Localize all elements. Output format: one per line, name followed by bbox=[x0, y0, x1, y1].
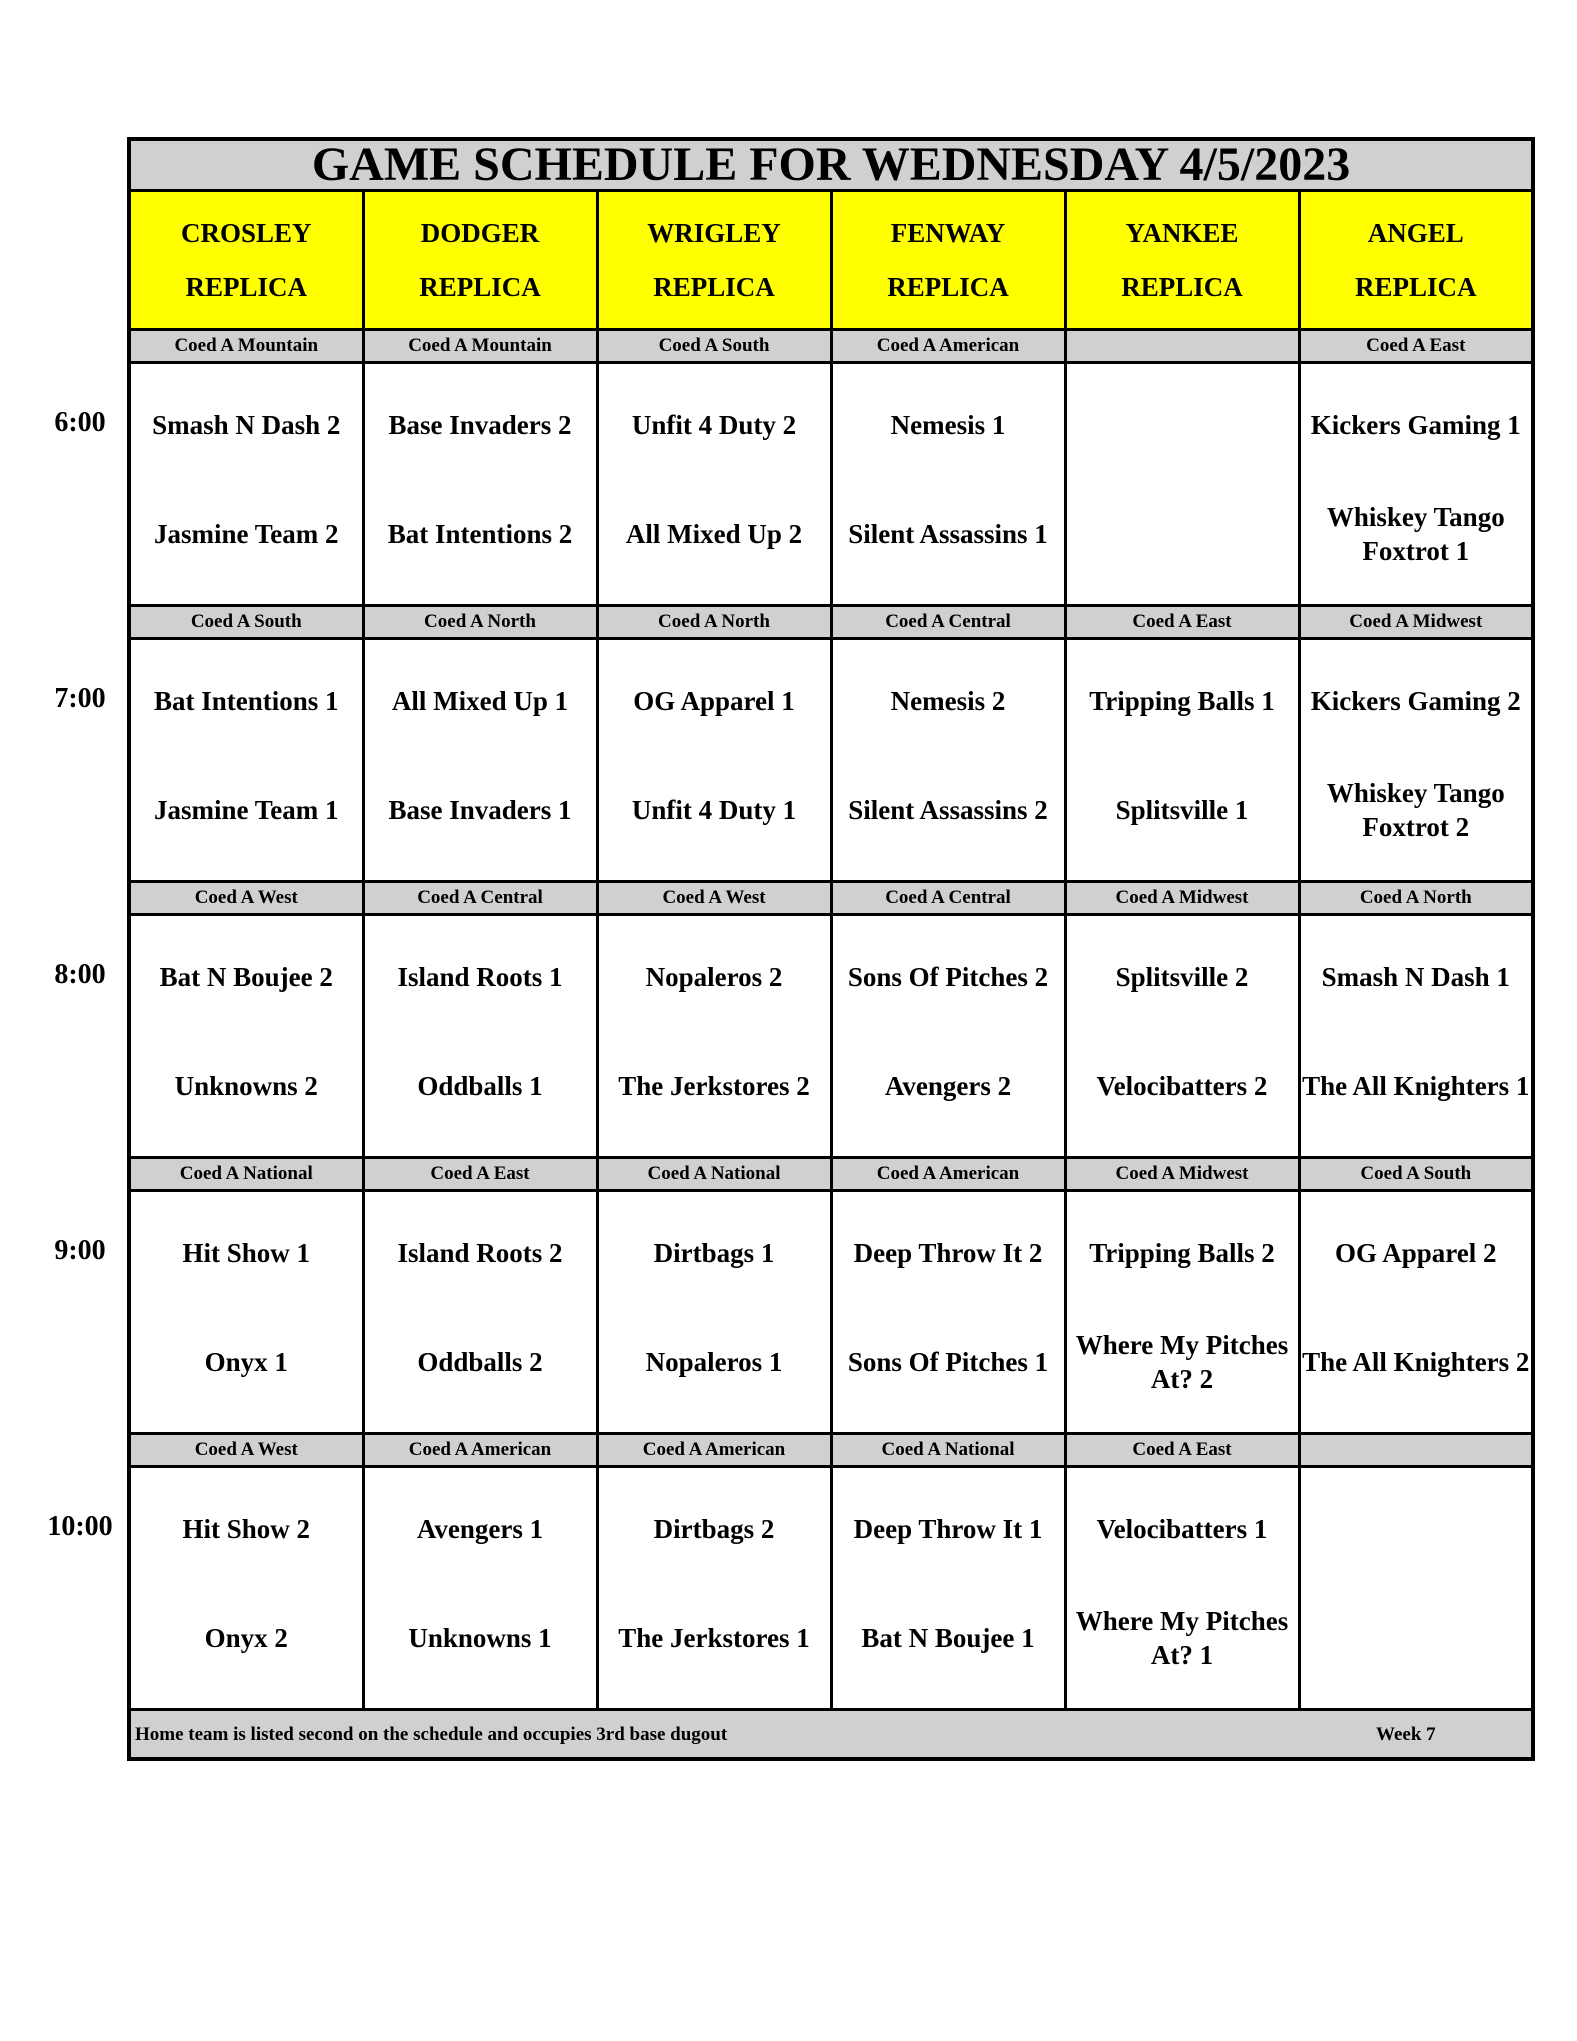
division-label: Coed A West bbox=[129, 882, 363, 915]
division-row bbox=[129, 882, 1533, 915]
time-label: 7:00 bbox=[54, 682, 106, 714]
home-team: Unknowns 1 bbox=[408, 1623, 552, 1653]
away-team: All Mixed Up 1 bbox=[391, 686, 569, 716]
home-team: Where My Pitches At? 1 bbox=[1075, 1606, 1289, 1670]
away-team: Smash N Dash 2 bbox=[152, 410, 341, 440]
division-label: Coed A Mountain bbox=[363, 330, 597, 363]
home-team: Silent Assassins 1 bbox=[848, 519, 1048, 549]
field-subtitle: REPLICA bbox=[1355, 272, 1477, 302]
game-row bbox=[129, 363, 1533, 606]
home-team-slot bbox=[1301, 500, 1532, 568]
time-label: 10:00 bbox=[47, 1510, 113, 1542]
home-team: Bat N Boujee 1 bbox=[861, 1623, 1035, 1653]
game-cell bbox=[129, 1467, 363, 1710]
field-header bbox=[1299, 191, 1533, 330]
home-team-slot bbox=[365, 1604, 596, 1672]
home-team-slot bbox=[1067, 500, 1298, 568]
away-team: Base Invaders 2 bbox=[388, 410, 572, 440]
home-team-slot bbox=[1301, 1604, 1532, 1672]
game-cell bbox=[1299, 915, 1533, 1158]
game-cell bbox=[1299, 1467, 1533, 1710]
home-team-slot bbox=[131, 1328, 362, 1396]
game-cell bbox=[1299, 1191, 1533, 1434]
home-team-slot bbox=[131, 1052, 362, 1120]
home-team-slot bbox=[833, 1604, 1064, 1672]
footer-bar bbox=[129, 1710, 1533, 1760]
division-label: Coed A North bbox=[363, 606, 597, 639]
game-cell bbox=[363, 363, 597, 606]
game-cell bbox=[1065, 915, 1299, 1158]
game-cell bbox=[129, 639, 363, 882]
home-team: The Jerkstores 2 bbox=[618, 1071, 810, 1101]
game-cell bbox=[363, 915, 597, 1158]
time-label: 9:00 bbox=[54, 1234, 106, 1266]
away-team: Dirtbags 2 bbox=[653, 1514, 775, 1544]
division-label: Coed A South bbox=[1299, 1158, 1533, 1191]
game-cell bbox=[363, 1467, 597, 1710]
field-name: ANGEL bbox=[1367, 218, 1464, 248]
division-label: Coed A Midwest bbox=[1299, 606, 1533, 639]
division-label: Coed A Midwest bbox=[1065, 882, 1299, 915]
game-cell bbox=[597, 363, 831, 606]
home-team: The All Knighters 1 bbox=[1302, 1071, 1530, 1101]
away-team: Smash N Dash 1 bbox=[1321, 962, 1510, 992]
game-cell bbox=[363, 639, 597, 882]
away-team: Island Roots 2 bbox=[397, 1238, 563, 1268]
division-label: Coed A National bbox=[129, 1158, 363, 1191]
field-name: YANKEE bbox=[1125, 218, 1239, 248]
away-team: Velocibatters 1 bbox=[1096, 1514, 1268, 1544]
home-team-slot bbox=[1067, 1052, 1298, 1120]
field-subtitle: REPLICA bbox=[419, 272, 541, 302]
home-team-slot bbox=[365, 1328, 596, 1396]
home-team-slot bbox=[1067, 1604, 1298, 1672]
home-team: Onyx 1 bbox=[204, 1347, 288, 1377]
time-label: 8:00 bbox=[54, 958, 106, 990]
home-team-slot bbox=[1301, 1328, 1532, 1396]
game-row bbox=[129, 915, 1533, 1158]
home-team-slot bbox=[599, 1052, 830, 1120]
home-team: All Mixed Up 2 bbox=[625, 519, 803, 549]
division-row bbox=[129, 1434, 1533, 1467]
home-team-slot bbox=[365, 776, 596, 844]
game-cell bbox=[1065, 639, 1299, 882]
division-label: Coed A American bbox=[597, 1434, 831, 1467]
division-label: Coed A South bbox=[129, 606, 363, 639]
field-subtitle: REPLICA bbox=[185, 272, 307, 302]
field-header bbox=[831, 191, 1065, 330]
away-team: Deep Throw It 1 bbox=[853, 1514, 1043, 1544]
away-team: OG Apparel 2 bbox=[1335, 1238, 1497, 1268]
home-team-slot bbox=[1301, 1052, 1532, 1120]
field-name: CROSLEY bbox=[180, 218, 312, 248]
away-team: Avengers 1 bbox=[416, 1514, 544, 1544]
home-team-slot bbox=[1067, 776, 1298, 844]
away-team: Dirtbags 1 bbox=[653, 1238, 775, 1268]
game-cell bbox=[1065, 1191, 1299, 1434]
division-label: Coed A Central bbox=[831, 882, 1065, 915]
game-cell bbox=[831, 363, 1065, 606]
division-label: Coed A West bbox=[597, 882, 831, 915]
home-team-slot bbox=[365, 1052, 596, 1120]
game-cell bbox=[831, 639, 1065, 882]
away-team: Tripping Balls 1 bbox=[1089, 686, 1275, 716]
division-label: Coed A American bbox=[363, 1434, 597, 1467]
home-team-slot bbox=[131, 776, 362, 844]
division-label bbox=[1299, 1434, 1533, 1467]
home-team: Onyx 2 bbox=[204, 1623, 288, 1653]
footer-note: Home team is listed second on the schedule and occupies 3rd base dugout bbox=[135, 1724, 728, 1745]
division-label: Coed A Midwest bbox=[1065, 1158, 1299, 1191]
field-subtitle: REPLICA bbox=[653, 272, 775, 302]
home-team: Avengers 2 bbox=[884, 1071, 1012, 1101]
division-label: Coed A East bbox=[1299, 330, 1533, 363]
home-team-slot bbox=[1067, 1328, 1298, 1396]
away-team: Nemesis 1 bbox=[890, 410, 1006, 440]
game-cell bbox=[1065, 1467, 1299, 1710]
field-subtitle: REPLICA bbox=[1121, 272, 1243, 302]
game-row bbox=[129, 1467, 1533, 1710]
home-team: Oddballs 2 bbox=[417, 1347, 543, 1377]
away-team: Unfit 4 Duty 2 bbox=[631, 410, 797, 440]
home-team-slot bbox=[131, 500, 362, 568]
division-label: Coed A South bbox=[597, 330, 831, 363]
away-team: OG Apparel 1 bbox=[633, 686, 795, 716]
field-name: DODGER bbox=[420, 218, 540, 248]
home-team-slot bbox=[833, 500, 1064, 568]
game-cell bbox=[1299, 639, 1533, 882]
home-team-slot bbox=[833, 776, 1064, 844]
division-label: Coed A American bbox=[831, 330, 1065, 363]
home-team: Sons Of Pitches 1 bbox=[847, 1347, 1049, 1377]
home-team: Where My Pitches At? 2 bbox=[1075, 1330, 1289, 1394]
home-team-slot bbox=[833, 1328, 1064, 1396]
field-header bbox=[597, 191, 831, 330]
home-team: Unfit 4 Duty 1 bbox=[631, 795, 797, 825]
home-team: Whiskey Tango Foxtrot 2 bbox=[1326, 778, 1505, 842]
division-label: Coed A Mountain bbox=[129, 330, 363, 363]
home-team: Nopaleros 1 bbox=[645, 1347, 783, 1377]
field-header bbox=[129, 191, 363, 330]
division-label: Coed A National bbox=[597, 1158, 831, 1191]
field-name: FENWAY bbox=[890, 218, 1006, 248]
game-row bbox=[129, 1191, 1533, 1434]
field-header bbox=[1065, 191, 1299, 330]
home-team: Whiskey Tango Foxtrot 1 bbox=[1326, 502, 1505, 566]
division-label: Coed A West bbox=[129, 1434, 363, 1467]
game-cell bbox=[831, 915, 1065, 1158]
home-team-slot bbox=[599, 500, 830, 568]
home-team-slot bbox=[599, 1328, 830, 1396]
division-label: Coed A North bbox=[597, 606, 831, 639]
home-team-slot bbox=[365, 500, 596, 568]
game-cell bbox=[1065, 363, 1299, 606]
home-team-slot bbox=[599, 776, 830, 844]
away-team: Sons Of Pitches 2 bbox=[847, 962, 1049, 992]
away-team: Bat N Boujee 2 bbox=[159, 962, 333, 992]
home-team: Splitsville 1 bbox=[1115, 795, 1249, 825]
home-team: Unknowns 2 bbox=[174, 1071, 318, 1101]
game-cell bbox=[597, 1467, 831, 1710]
away-team: Hit Show 1 bbox=[182, 1238, 311, 1268]
home-team: Jasmine Team 1 bbox=[153, 795, 339, 825]
division-label: Coed A East bbox=[363, 1158, 597, 1191]
schedule-table bbox=[127, 137, 1535, 1761]
home-team-slot bbox=[1301, 776, 1532, 844]
home-team: Velocibatters 2 bbox=[1096, 1071, 1268, 1101]
away-team: Island Roots 1 bbox=[397, 962, 563, 992]
page-title: GAME SCHEDULE FOR WEDNESDAY 4/5/2023 bbox=[129, 139, 1533, 191]
home-team: Jasmine Team 2 bbox=[153, 519, 339, 549]
home-team-slot bbox=[131, 1604, 362, 1672]
division-label: Coed A East bbox=[1065, 606, 1299, 639]
home-team: The Jerkstores 1 bbox=[618, 1623, 810, 1653]
game-cell bbox=[597, 1191, 831, 1434]
away-team: Nopaleros 2 bbox=[645, 962, 783, 992]
away-team: Nemesis 2 bbox=[890, 686, 1006, 716]
division-label bbox=[1065, 330, 1299, 363]
away-team: Deep Throw It 2 bbox=[853, 1238, 1043, 1268]
game-cell bbox=[129, 915, 363, 1158]
home-team: Oddballs 1 bbox=[417, 1071, 543, 1101]
division-label: Coed A National bbox=[831, 1434, 1065, 1467]
home-team: The All Knighters 2 bbox=[1302, 1347, 1530, 1377]
field-subtitle: REPLICA bbox=[887, 272, 1009, 302]
division-label: Coed A North bbox=[1299, 882, 1533, 915]
away-team: Hit Show 2 bbox=[182, 1514, 311, 1544]
division-label: Coed A Central bbox=[831, 606, 1065, 639]
week-label: Week 7 bbox=[1376, 1724, 1436, 1745]
home-team-slot bbox=[599, 1604, 830, 1672]
field-name: WRIGLEY bbox=[647, 218, 781, 248]
division-row bbox=[129, 330, 1533, 363]
division-row bbox=[129, 1158, 1533, 1191]
away-team: Kickers Gaming 1 bbox=[1310, 410, 1521, 440]
division-row bbox=[129, 606, 1533, 639]
game-cell bbox=[1299, 363, 1533, 606]
away-team: Splitsville 2 bbox=[1115, 962, 1249, 992]
time-label: 6:00 bbox=[54, 406, 106, 438]
game-cell bbox=[363, 1191, 597, 1434]
game-cell bbox=[597, 915, 831, 1158]
game-cell bbox=[831, 1467, 1065, 1710]
home-team-slot bbox=[833, 1052, 1064, 1120]
field-header bbox=[363, 191, 597, 330]
division-label: Coed A Central bbox=[363, 882, 597, 915]
game-cell bbox=[831, 1191, 1065, 1434]
game-cell bbox=[597, 639, 831, 882]
away-team: Tripping Balls 2 bbox=[1089, 1238, 1275, 1268]
away-team: Bat Intentions 1 bbox=[153, 686, 339, 716]
game-cell bbox=[129, 363, 363, 606]
home-team: Bat Intentions 2 bbox=[387, 519, 573, 549]
game-cell bbox=[129, 1191, 363, 1434]
division-label: Coed A American bbox=[831, 1158, 1065, 1191]
game-row bbox=[129, 639, 1533, 882]
away-team: Kickers Gaming 2 bbox=[1310, 686, 1521, 716]
division-label: Coed A East bbox=[1065, 1434, 1299, 1467]
home-team: Silent Assassins 2 bbox=[848, 795, 1048, 825]
home-team: Base Invaders 1 bbox=[388, 795, 572, 825]
